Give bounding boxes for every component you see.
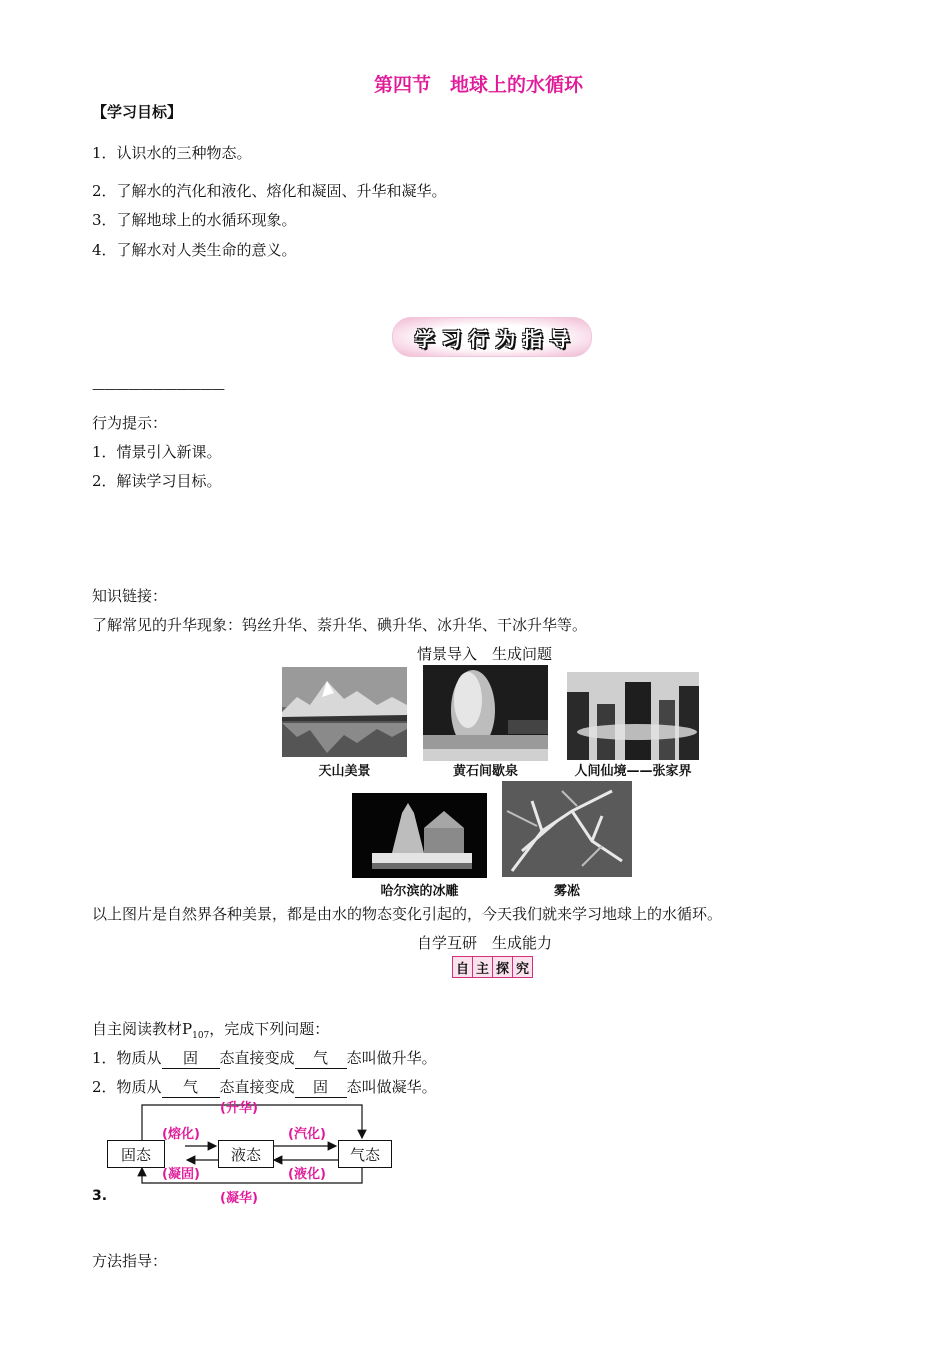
hint-item: 1．情景引入新课。 [92,443,222,461]
answer-blank: 气 [162,1076,220,1098]
objective-item: 4．了解水对人类生命的意义。 [92,241,297,259]
rime-photo [502,781,632,877]
question-text: 态叫做凝华。 [346,1078,437,1096]
divider-line: ——————————— [92,382,224,397]
question-text: 1．物质从 [92,1049,162,1067]
scene-text: 以上图片是自然界各种美景，都是由水的物态变化引起的，今天我们就来学习地球上的水循环。 [92,905,723,923]
badge-char: 自 [453,957,473,977]
section-banner [392,317,592,357]
question-2 [92,1076,437,1098]
self-study-heading: 自学互研 生成能力 [417,934,553,952]
question-text: 态直接变成 [219,1078,295,1096]
hint-item: 2．解读学习目标。 [92,472,222,490]
tianshan-photo [282,667,407,757]
answer-blank: 固 [295,1076,347,1098]
ice-sculpture-photo [352,793,487,878]
objective-item: 1．认识水的三种物态。 [92,144,252,162]
question-1 [92,1047,437,1069]
label-melting: (熔化) [162,1127,200,1142]
state-box-solid: 固态 [107,1140,165,1168]
reading-prefix: 自主阅读教材P [92,1020,193,1038]
page-number: 107 [192,1031,210,1041]
geyser-photo [423,665,548,761]
label-liquefaction: (液化) [288,1167,326,1182]
knowledge-text: 了解常见的升华现象：钨丝升华、萘升华、碘升华、冰升华、干冰升华等。 [92,616,588,634]
objective-item: 3．了解地球上的水循环现象。 [92,211,297,229]
hints-header: 行为提示： [92,414,168,432]
state-box-liquid: 液态 [218,1140,274,1168]
objectives-header: 【学习目标】 [92,103,183,121]
photo-caption: 雾凇 [553,884,580,899]
question-text: 态叫做升华。 [346,1049,437,1067]
answer-blank: 固 [162,1047,220,1069]
answer-blank: 气 [295,1047,347,1069]
reading-instruction [92,1018,329,1041]
banner-text: 学习行为指导 [414,326,577,351]
objective-item: 2．了解水的汽化和液化、熔化和凝固、升华和凝华。 [92,182,447,200]
self-exploration-badge [452,956,533,978]
photo-caption: 人间仙境——张家界 [574,764,692,779]
label-solidification: (凝固) [162,1167,200,1182]
badge-char: 探 [493,957,513,977]
badge-char: 主 [473,957,493,977]
knowledge-header: 知识链接： [92,587,168,605]
photo-caption: 黄石间歇泉 [452,764,518,779]
photo-caption: 天山美景 [318,764,371,779]
label-sublimation: (升华) [220,1101,258,1116]
scene-heading: 情景导入 生成问题 [417,645,553,663]
method-header: 方法指导： [92,1252,168,1270]
state-box-gas: 气态 [338,1140,392,1168]
diagram-number: 3. [92,1188,108,1204]
label-deposition: (凝华) [220,1191,258,1206]
photo-caption: 哈尔滨的冰雕 [380,884,459,899]
badge-char: 究 [513,957,532,977]
reading-suffix: ，完成下列问题： [209,1020,330,1038]
question-text: 态直接变成 [219,1049,295,1067]
zhangjiajie-photo [567,672,699,760]
question-text: 2．物质从 [92,1078,162,1096]
label-vaporization: (汽化) [288,1127,326,1142]
page-title: 第四节 地球上的水循环 [374,74,584,96]
